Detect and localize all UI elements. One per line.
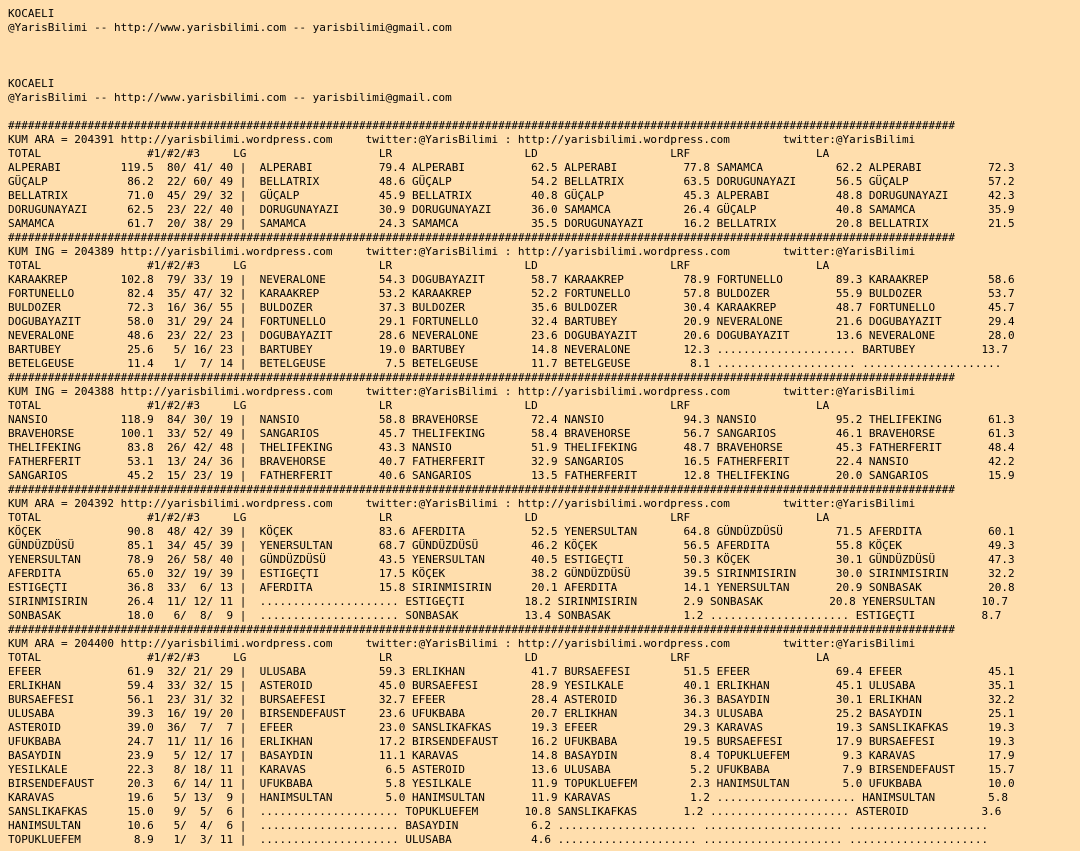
- result-row: SAMAMCA 61.7 20/ 38/ 29 | SAMAMCA 24.3 SAMAMCA 35.5 DORUGUNAYAZI 16.2 BELLATRIX 20.8 BELLATRIX 21.5: [8, 217, 1015, 230]
- section-divider: ###############################################################################################################################################: [8, 371, 956, 384]
- race-header: KUM ARA = 204391 http://yarisbilimi.wordpress.com twitter:@YarisBilimi : http://yarisbilimi.wordpress.com twitter:@YarisBilimi: [8, 133, 916, 146]
- result-row: SIRINMISIRIN 26.4 11/ 12/ 11 | ..................... ESTIGEÇTI 18.2 SIRINMISIRIN 2.9 SONBASAK 20.8 YENERSULTAN 10.7: [8, 595, 1009, 608]
- contact-line: @YarisBilimi -- http://www.yarisbilimi.com -- yarisbilimi@gmail.com: [8, 21, 452, 34]
- result-row: HANIMSULTAN 10.6 5/ 4/ 6 | ..................... BASAYDIN 6.2 ..................... ..................... .....................: [8, 819, 989, 832]
- section-divider: ###############################################################################################################################################: [8, 119, 956, 132]
- result-row: NEVERALONE 48.6 23/ 22/ 23 | DOGUBAYAZIT 28.6 NEVERALONE 23.6 DOGUBAYAZIT 20.6 DOGUBAYAZIT 13.6 NEVERALONE 28.0: [8, 329, 1015, 342]
- race-header: KUM ING = 204389 http://yarisbilimi.wordpress.com twitter:@YarisBilimi : http://yarisbilimi.wordpress.com twitter:@YarisBilimi: [8, 245, 916, 258]
- contact-line: @YarisBilimi -- http://www.yarisbilimi.com -- yarisbilimi@gmail.com: [8, 91, 452, 104]
- column-headers: TOTAL #1/#2/#3 LG LR LD LRF LA: [8, 147, 830, 160]
- result-row: NANSIO 118.9 84/ 30/ 19 | NANSIO 58.8 BRAVEHORSE 72.4 NANSIO 94.3 NANSIO 95.2 THELIFEKING 61.3: [8, 413, 1015, 426]
- section-divider: ###############################################################################################################################################: [8, 623, 956, 636]
- column-headers: TOTAL #1/#2/#3 LG LR LD LRF LA: [8, 259, 830, 272]
- race-header: KUM ARA = 204392 http://yarisbilimi.wordpress.com twitter:@YarisBilimi : http://yarisbilimi.wordpress.com twitter:@YarisBilimi: [8, 497, 916, 510]
- result-row: BURSAEFESI 56.1 23/ 31/ 32 | BURSAEFESI 32.7 EFEER 28.4 ASTEROID 36.3 BASAYDIN 30.1 ERLIKHAN 32.2: [8, 693, 1015, 706]
- race-header: KUM ING = 204388 http://yarisbilimi.wordpress.com twitter:@YarisBilimi : http://yarisbilimi.wordpress.com twitter:@YarisBilimi: [8, 385, 916, 398]
- result-row: ALPERABI 119.5 80/ 41/ 40 | ALPERABI 79.4 ALPERABI 62.5 ALPERABI 77.8 SAMAMCA 62.2 ALPERABI 72.3: [8, 161, 1015, 174]
- result-row: UFUKBABA 24.7 11/ 11/ 16 | ERLIKHAN 17.2 BIRSENDEFAUST 16.2 UFUKBABA 19.5 BURSAEFESI 17.9 BURSAEFESI 19.3: [8, 735, 1015, 748]
- result-row: FATHERFERIT 53.1 13/ 24/ 36 | BRAVEHORSE 40.7 FATHERFERIT 32.9 SANGARIOS 16.5 FATHERFERIT 22.4 NANSIO 42.2: [8, 455, 1015, 468]
- column-headers: TOTAL #1/#2/#3 LG LR LD LRF LA: [8, 651, 830, 664]
- result-row: YENERSULTAN 78.9 26/ 58/ 40 | GÜNDÜZDÜSÜ 43.5 YENERSULTAN 40.5 ESTIGEÇTI 50.3 KÖÇEK 30.1 GÜNDÜZDÜSÜ 47.3: [8, 553, 1015, 566]
- result-row: BULDOZER 72.3 16/ 36/ 55 | BULDOZER 37.3 BULDOZER 35.6 BULDOZER 30.4 KARAAKREP 48.7 FORTUNELLO 45.7: [8, 301, 1015, 314]
- section-divider: ###############################################################################################################################################: [8, 231, 956, 244]
- result-row: ASTEROID 39.0 36/ 7/ 7 | EFEER 23.0 SANSLIKAFKAS 19.3 EFEER 29.3 KARAVAS 19.3 SANSLIKAFKAS 19.3: [8, 721, 1015, 734]
- result-row: BELLATRIX 71.0 45/ 29/ 32 | GÜÇALP 45.9 BELLATRIX 40.8 GÜÇALP 45.3 ALPERABI 48.8 DORUGUNAYAZI 42.3: [8, 189, 1015, 202]
- result-row: SANGARIOS 45.2 15/ 23/ 19 | FATHERFERIT 40.6 SANGARIOS 13.5 FATHERFERIT 12.8 THELIFEKING 20.0 SANGARIOS 15.9: [8, 469, 1015, 482]
- result-row: GÜÇALP 86.2 22/ 60/ 49 | BELLATRIX 48.6 GÜÇALP 54.2 BELLATRIX 63.5 DORUGUNAYAZI 56.5 GÜÇALP 57.2: [8, 175, 1015, 188]
- result-row: KÖÇEK 90.8 48/ 42/ 39 | KÖÇEK 83.6 AFERDITA 52.5 YENERSULTAN 64.8 GÜNDÜZDÜSÜ 71.5 AFERDITA 60.1: [8, 525, 1015, 538]
- result-row: TOPUKLUEFEM 8.9 1/ 3/ 11 | ..................... ULUSABA 4.6 ..................... ..................... .....................: [8, 833, 989, 846]
- result-row: BRAVEHORSE 100.1 33/ 52/ 49 | SANGARIOS 45.7 THELIFEKING 58.4 BRAVEHORSE 56.7 SANGARIOS 46.1 BRAVEHORSE 61.3: [8, 427, 1015, 440]
- race-header: KUM ARA = 204400 http://yarisbilimi.wordpress.com twitter:@YarisBilimi : http://yarisbilimi.wordpress.com twitter:@YarisBilimi: [8, 637, 916, 650]
- result-row: KARAAKREP 102.8 79/ 33/ 19 | NEVERALONE 54.3 DOGUBAYAZIT 58.7 KARAAKREP 78.9 FORTUNELLO 89.3 KARAAKREP 58.6: [8, 273, 1015, 286]
- result-row: BARTUBEY 25.6 5/ 16/ 23 | BARTUBEY 19.0 BARTUBEY 14.8 NEVERALONE 12.3 ..................... BARTUBEY 13.7: [8, 343, 1009, 356]
- result-row: YESILKALE 22.3 8/ 18/ 11 | KARAVAS 6.5 ASTEROID 13.6 ULUSABA 5.2 UFUKBABA 7.9 BIRSENDEFAUST 15.7: [8, 763, 1015, 776]
- result-row: SONBASAK 18.0 6/ 8/ 9 | ..................... SONBASAK 13.4 SONBASAK 1.2 ..................... ESTIGEÇTI 8.7: [8, 609, 1002, 622]
- column-headers: TOTAL #1/#2/#3 LG LR LD LRF LA: [8, 511, 830, 524]
- result-row: DOGUBAYAZIT 58.0 31/ 29/ 24 | FORTUNELLO 29.1 FORTUNELLO 32.4 BARTUBEY 20.9 NEVERALONE 21.6 DOGUBAYAZIT 29.4: [8, 315, 1015, 328]
- result-row: GÜNDÜZDÜSÜ 85.1 34/ 45/ 39 | YENERSULTAN 68.7 GÜNDÜZDÜSÜ 46.2 KÖÇEK 56.5 AFERDITA 55.8 KÖÇEK 49.3: [8, 539, 1015, 552]
- result-row: AFERDITA 65.0 32/ 19/ 39 | ESTIGEÇTI 17.5 KÖÇEK 38.2 GÜNDÜZDÜSÜ 39.5 SIRINMISIRIN 30.0 SIRINMISIRIN 32.2: [8, 567, 1015, 580]
- result-row: BIRSENDEFAUST 20.3 6/ 14/ 11 | UFUKBABA 5.8 YESILKALE 11.9 TOPUKLUEFEM 2.3 HANIMSULTAN 5.0 UFUKBABA 10.0: [8, 777, 1015, 790]
- result-row: ESTIGEÇTI 36.8 33/ 6/ 13 | AFERDITA 15.8 SIRINMISIRIN 20.1 AFERDITA 14.1 YENERSULTAN 20.9 SONBASAK 20.8: [8, 581, 1015, 594]
- result-row: BETELGEUSE 11.4 1/ 7/ 14 | BETELGEUSE 7.5 BETELGEUSE 11.7 BETELGEUSE 8.1 ..................... .....................: [8, 357, 1002, 370]
- result-row: EFEER 61.9 32/ 21/ 29 | ULUSABA 59.3 ERLIKHAN 41.7 BURSAEFESI 51.5 EFEER 69.4 EFEER 45.1: [8, 665, 1015, 678]
- city-title: KOCAELI: [8, 7, 55, 20]
- result-row: BASAYDIN 23.9 5/ 12/ 17 | BASAYDIN 11.1 KARAVAS 14.8 BASAYDIN 8.4 TOPUKLUEFEM 9.3 KARAVAS 17.9: [8, 749, 1015, 762]
- result-row: KARAVAS 19.6 5/ 13/ 9 | HANIMSULTAN 5.0 HANIMSULTAN 11.9 KARAVAS 1.2 ..................... HANIMSULTAN 5.8: [8, 791, 1009, 804]
- result-row: DORUGUNAYAZI 62.5 23/ 22/ 40 | DORUGUNAYAZI 30.9 DORUGUNAYAZI 36.0 SAMAMCA 26.4 GÜÇALP 40.8 SAMAMCA 35.9: [8, 203, 1015, 216]
- column-headers: TOTAL #1/#2/#3 LG LR LD LRF LA: [8, 399, 830, 412]
- result-row: THELIFEKING 83.8 26/ 42/ 48 | THELIFEKING 43.3 NANSIO 51.9 THELIFEKING 48.7 BRAVEHORSE 45.3 FATHERFERIT 48.4: [8, 441, 1015, 454]
- result-row: SANSLIKAFKAS 15.0 9/ 5/ 6 | ..................... TOPUKLUEFEM 10.8 SANSLIKAFKAS 1.2 ..................... ASTEROID 3.6: [8, 805, 1002, 818]
- result-row: ERLIKHAN 59.4 33/ 32/ 15 | ASTEROID 45.0 BURSAEFESI 28.9 YESILKALE 40.1 ERLIKHAN 45.1 ULUSABA 35.1: [8, 679, 1015, 692]
- city-title: KOCAELI: [8, 77, 55, 90]
- result-row: ULUSABA 39.3 16/ 19/ 20 | BIRSENDEFAUST 23.6 UFUKBABA 20.7 ERLIKHAN 34.3 ULUSABA 25.2 BASAYDIN 25.1: [8, 707, 1015, 720]
- result-row: FORTUNELLO 82.4 35/ 47/ 32 | KARAAKREP 53.2 KARAAKREP 52.2 FORTUNELLO 57.8 BULDOZER 55.9 BULDOZER 53.7: [8, 287, 1015, 300]
- section-divider: ###############################################################################################################################################: [8, 483, 956, 496]
